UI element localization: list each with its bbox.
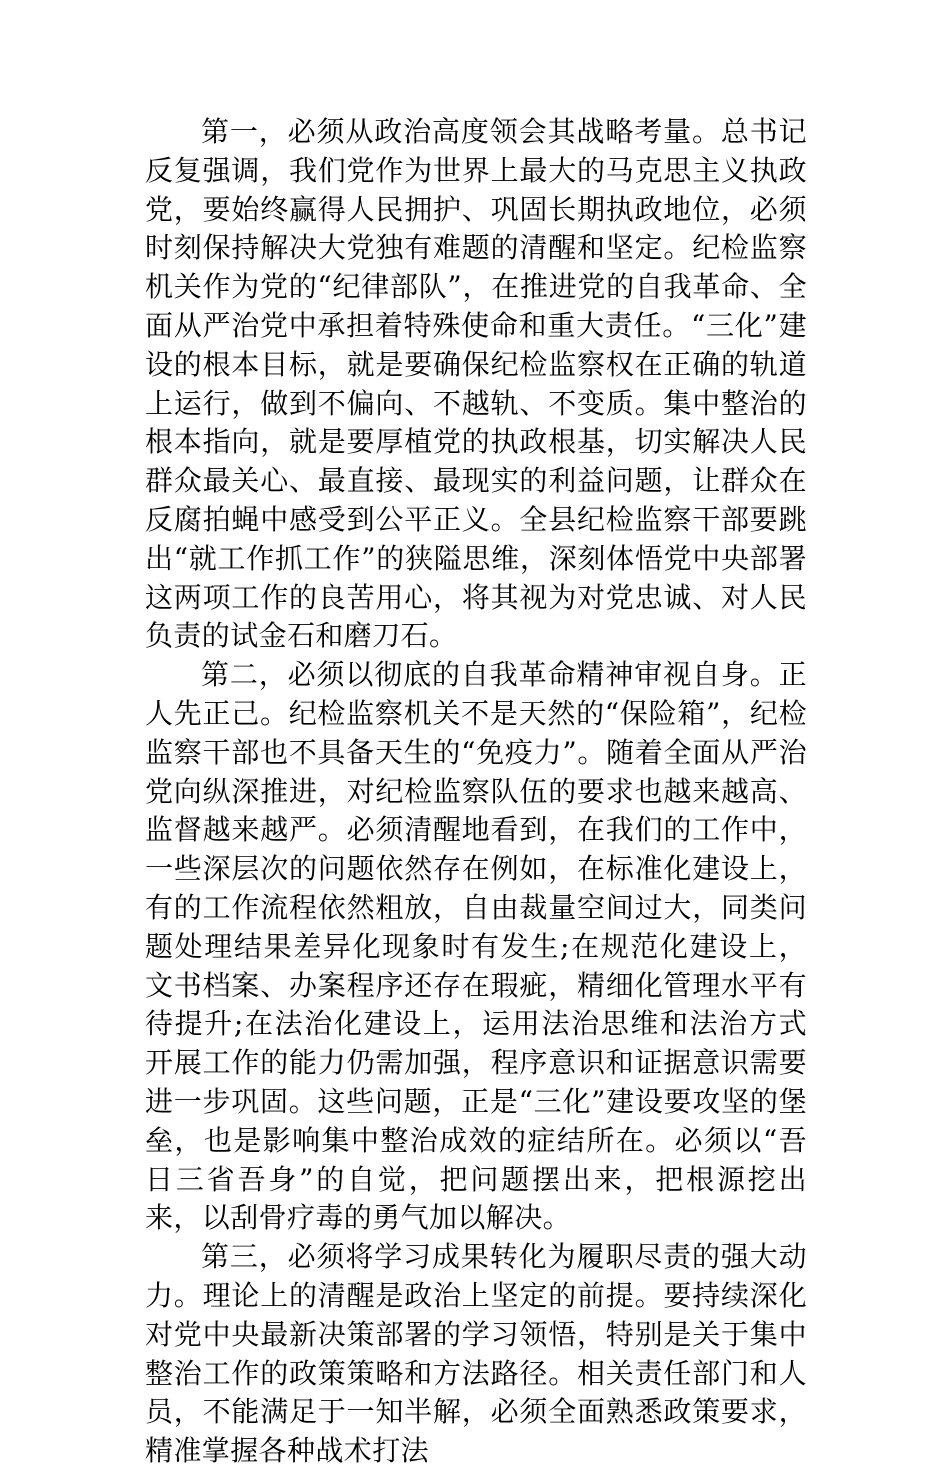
paragraph-second: 第二，必须以彻底的自我革命精神审视自身。正人先正己。纪检监察机关不是天然的“保险箱”，纪检监察干部也不具备天生的“免疫力”。随着全面从严治党向纵深推进，对纪检监察队伍的要求也越来越高、监督越来越严。必须清醒地看到，在我们的工作中，一些深层次的问题依然存在例如，在标准化建设上，有的工作流程依然粗放，自由裁量空间过大，同类问题处理结果差异化现象时有发生;在规范化建设上，文书档案、办案程序还存在瑕疵，精细化管理水平有待提升;在法治化建设上，运用法治思维和法治方式开展工作的能力仍需加强，程序意识和证据意识需要进一步巩固。这些问题，正是“三化”建设要攻坚的堡垒，也是影响集中整治成效的症结所在。必须以“吾日三省吾身”的自觉，把问题摆出来，把根源挖出来，以刮骨疗毒的勇气加以解决。 [145,658,807,1235]
paragraph-third: 第三，必须将学习成果转化为履职尽责的强大动力。理论上的清醒是政治上坚定的前提。要持续深化对党中央最新决策部署的学习领悟，特别是关于集中整治工作的政策策略和方法路径。相关责任部门和人员，不能满足于一知半解，必须全面熟悉政策要求，精准掌握各种战术打法 [145,1240,807,1468]
paragraph-first: 第一，必须从政治高度领会其战略考量。总书记反复强调，我们党作为世界上最大的马克思主义执政党，要始终赢得人民拥护、巩固长期执政地位，必须时刻保持解决大党独有难题的清醒和坚定。纪检监察机关作为党的“纪律部队”，在推进党的自我革命、全面从严治党中承担着特殊使命和重大责任。“三化”建设的根本目标，就是要确保纪检监察权在正确的轨道上运行，做到不偏向、不越轨、不变质。集中整治的根本指向，就是要厚植党的执政根基，切实解决人民群众最关心、最直接、最现实的利益问题，让群众在反腐拍蝇中感受到公平正义。全县纪检监察干部要跳出“就工作抓工作”的狭隘思维，深刻体悟党中央部署这两项工作的良苦用心，将其视为对党忠诚、对人民负责的试金石和磨刀石。 [145,115,807,653]
document-body [145,113,807,1471]
